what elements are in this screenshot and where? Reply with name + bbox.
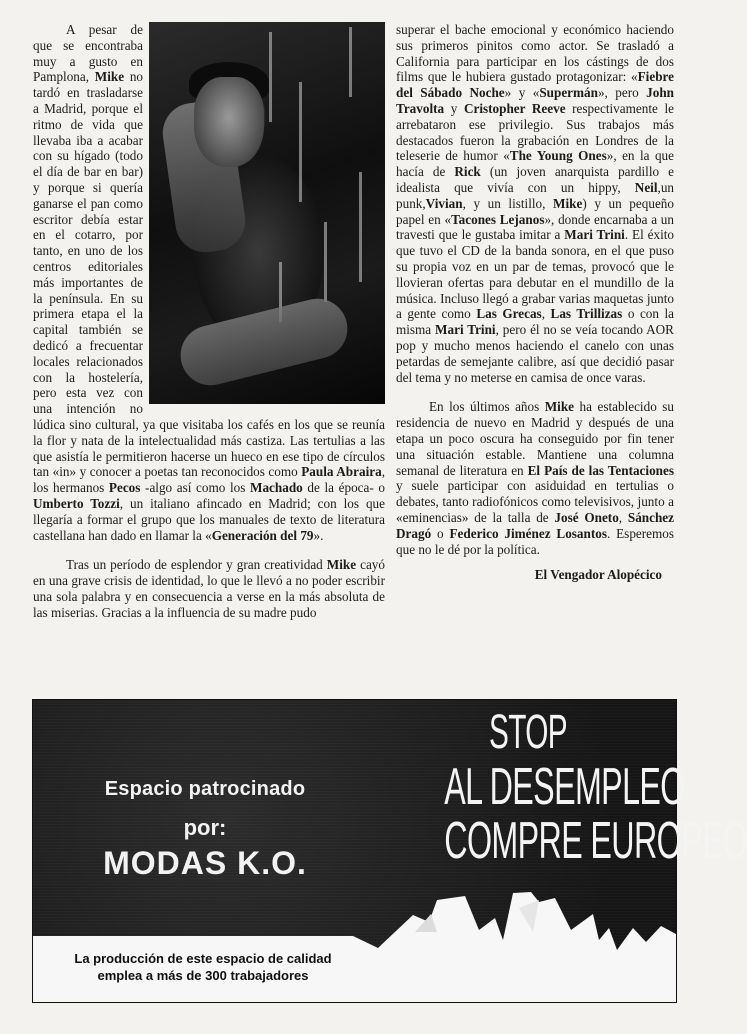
article-paragraph-1: A pesar de que se encontraba muy a gusto en Pamplona, Mike no tardó en trasladarse a Madrid, porque el ritmo de vida que llevaba iba a acabar con su hígado (todo el día de bar en bar) y porque si quería ganarse el pan como escritor debía estar en el cotarro, por tanto, en uno de los centros editoriales más importantes de la península. En su primera etapa el la capital también se dedicó a frecuentar locales relacionados con la hostelería, pero esta vez con una intención no lúdica sino cultural, ya que visitaba los cafés en los que se reunía la flor y nata de la intelectualidad más castiza. Las tertulias a las que asistía le permitieron hacerse un hueco en ese tipo de círculos tan «in» y conocer a poetas tan reconocidos como Paula Abraira, los hermanos Pecos -algo así como los Machado de la época- o Umberto Tozzi, un italiano afincado en Madrid; con los que llegaría a formar el grupo que los manuales de texto de literatura castellana han dado en llamar la «Generación del 79». <box>33 22 385 543</box>
ad-footer <box>33 936 676 1002</box>
ad-footer-text <box>53 950 353 984</box>
ad-sponsor-name: MODAS K.O. <box>103 845 307 881</box>
article-paragraph-3: superar el bache emocional y económico haciendo sus primeros pinitos como actor. Se trasladó a California para participar en los cástings de dos films que le hubiera gustado protagonizar: «Fiebre del Sábado Noche» y «Supermán», pero John Travolta y Cristopher Reeve respectivamente le arrebataron ese privilegio. Sus trabajos más destacados fueron la grabación en Londres de la teleserie de humor «The Young Ones», en la que hacía de Rick (un joven anarquista pardillo e idealista que vivía con un hippy, Neil,un punk,Vivian, y un listillo, Mike) y un pequeño papel en «Tacones Lejanos», donde encarnaba a un travesti que le gustaba imitar a Mari Trini. El éxito que tuvo el CD de la banda sonora, en el que puso su propia voz en un par de temas, provocó que le llovieran ofertas para debutar en el mundillo de la música. Incluso llegó a grabar varias maquetas junto a gente como Las Grecas, Las Trillizas o con la misma Mari Trini, pero él no se veía tocando AOR pop y mucho menos haciendo el canelo con unas petardas de semejante calibre, así que decidió pasar del tema y no meterse en camisa de once varas. <box>396 22 675 385</box>
article-right-column <box>396 22 674 583</box>
ad-slogan-line-2: AL DESEMPLEO <box>444 758 685 816</box>
article-signature: El Vengador Alopécico <box>534 567 662 583</box>
article-paragraph-4: En los últimos años Mike ha establecido su residencia de nuevo en Madrid y después de una etapa un poco oscura ha conseguido por fin tener una situación estable. Mantiene una columna semanal de literatura en El País de las Tentaciones y suele participar con asiduidad en tertulias o debates, tanto radiofónicos como televisivos, junto a «eminencias» de la talla de José Oneto, Sánchez Dragó o Federico Jiménez Losantos. Esperemos que no le dé por la política. <box>396 399 675 557</box>
portrait-photo <box>149 22 385 404</box>
article-left-column <box>33 22 385 620</box>
ad-sponsor-line-2: por: <box>183 815 227 840</box>
ad-slogan-line-3: COMPRE EUROPEO <box>444 812 747 870</box>
ad-footer-line-1: La producción de este espacio de calidad <box>74 951 332 966</box>
ad-slogan-line-1: STOP <box>488 706 568 759</box>
ad-sponsor-line-1: Espacio patrocinado <box>104 778 306 800</box>
ad-footer-line-2: emplea a más de 300 trabajadores <box>97 968 309 983</box>
advertisement <box>32 699 747 1003</box>
article-paragraph-2: Tras un período de esplendor y gran creatividad Mike cayó en una grave crisis de identidad, lo que le llevó a no poder escribir una sola palabra y en consecuencia a verse en la más absoluta de las miserias. Gracias a la influencia de su madre pudo <box>33 557 385 620</box>
